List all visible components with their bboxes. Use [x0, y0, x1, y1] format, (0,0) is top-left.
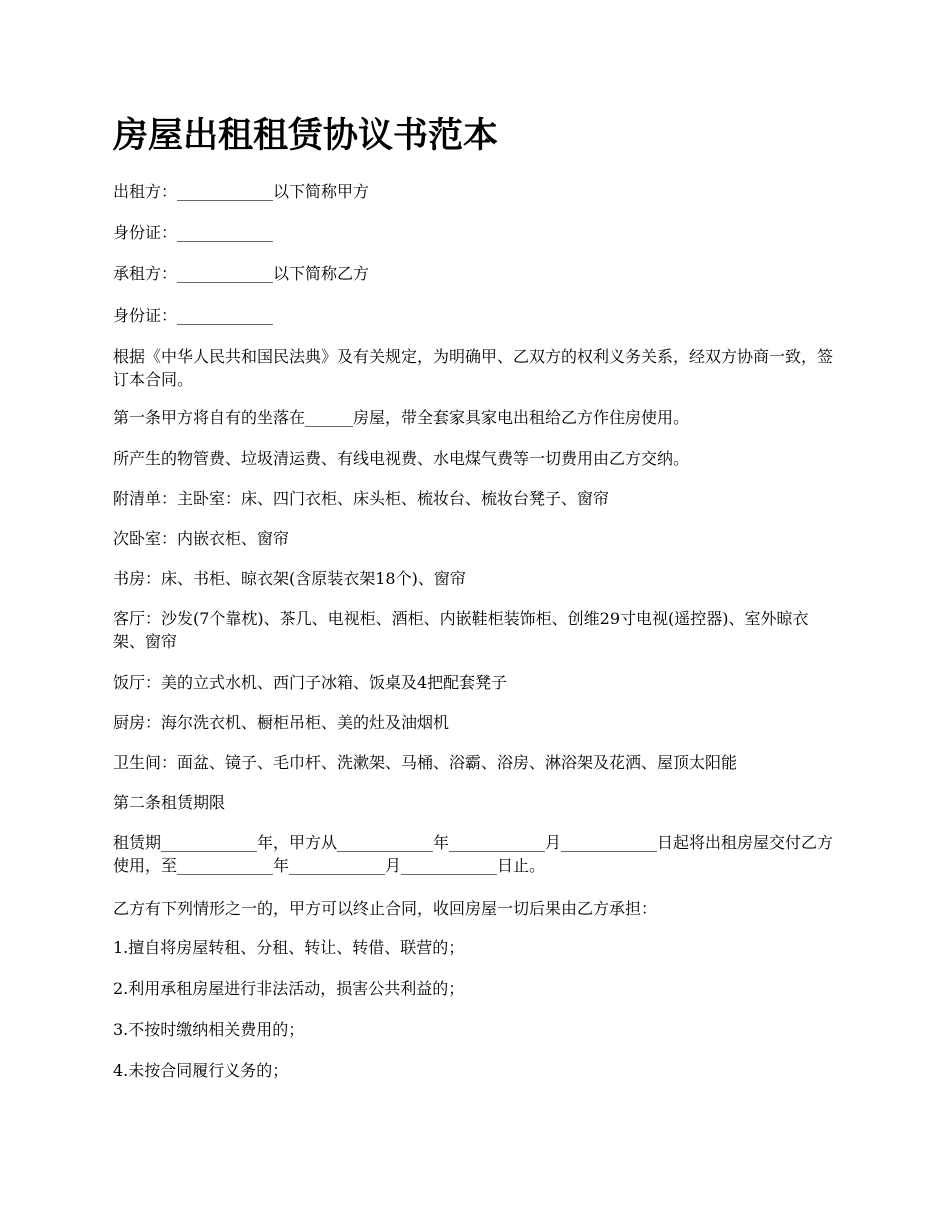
document-title: 房屋出租租赁协议书范本 [113, 115, 499, 156]
preamble-paragraph: 根据《中华人民共和国民法典》及有关规定，为明确甲、乙双方的权利义务关系，经双方协商一致，签订本合同。 [113, 347, 834, 389]
inventory-bathroom: 卫生间：面盆、镜子、毛巾杆、洗漱架、马桶、浴霸、浴房、淋浴架及花洒、屋顶太阳能 [113, 753, 738, 772]
article-1-paragraph: 第一条甲方将自有的坐落在______房屋，带全套家具家电出租给乙方作住房使用。 [113, 408, 690, 427]
termination-item-2: 2.利用承租房屋进行非法活动，损害公共利益的； [113, 979, 465, 998]
fees-paragraph: 所产生的物管费、垃圾清运费、有线电视费、水电煤气费等一切费用由乙方交纳。 [113, 449, 690, 468]
inventory-dining-room: 饭厅：美的立式水机、西门子冰箱、饭桌及4把配套凳子 [113, 673, 508, 692]
inventory-kitchen: 厨房：海尔洗衣机、橱柜吊柜、美的灶及油烟机 [113, 713, 450, 732]
lessor-id-line: 身份证：____________ [113, 223, 274, 242]
termination-item-1: 1.擅自将房屋转租、分租、转让、转借、联营的； [113, 938, 465, 957]
lessee-id-line: 身份证：____________ [113, 306, 274, 325]
lease-term-paragraph: 租赁期____________年，甲方从____________年____________月____________日起将出租房屋交付乙方使用，至____________年____________月____________日止。 [113, 833, 834, 875]
lessor-line: 出租方：____________以下简称甲方 [113, 182, 370, 201]
inventory-master-bedroom: 附清单：主卧室：床、四门衣柜、床头柜、梳妆台、梳妆台凳子、窗帘 [113, 489, 610, 508]
inventory-second-bedroom: 次卧室：内嵌衣柜、窗帘 [113, 529, 290, 548]
inventory-living-room: 客厅：沙发(7个靠枕)、茶几、电视柜、酒柜、内嵌鞋柜装饰柜、创维29寸电视(遥控器)、室外晾衣架、窗帘 [113, 609, 809, 651]
article-2-heading: 第二条租赁期限 [113, 793, 226, 812]
termination-intro: 乙方有下列情形之一的，甲方可以终止合同，收回房屋一切后果由乙方承担： [113, 899, 658, 918]
inventory-study: 书房：床、书柜、晾衣架(含原装衣架18个)、窗帘 [113, 569, 466, 588]
termination-item-3: 3.不按时缴纳相关费用的； [113, 1020, 305, 1039]
lessee-line: 承租方：____________以下简称乙方 [113, 264, 370, 283]
termination-item-4: 4.未按合同履行义务的； [113, 1061, 289, 1080]
